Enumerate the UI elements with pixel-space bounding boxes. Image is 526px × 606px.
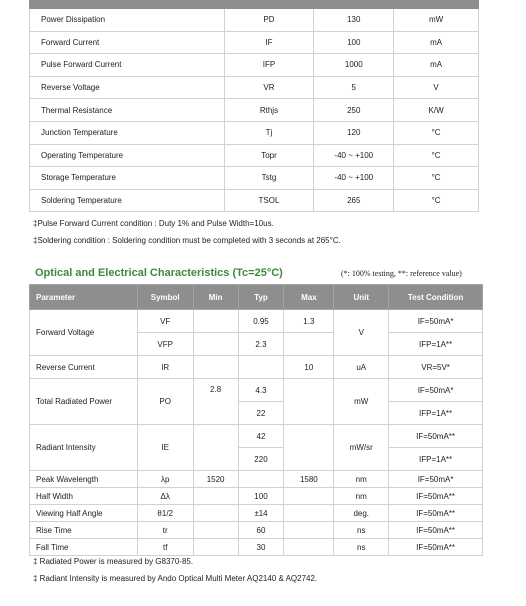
cell-typ: 60	[238, 522, 284, 539]
cell-value: 5	[314, 76, 394, 99]
cell-condition: IF=50mA**	[389, 488, 483, 505]
cell-unit: nm	[334, 471, 389, 488]
cell-unit: mA	[394, 31, 479, 54]
cell-unit: ns	[334, 522, 389, 539]
cell-parameter: Junction Temperature	[30, 121, 225, 144]
table-row	[30, 121, 479, 144]
table-row	[30, 505, 483, 522]
cell-typ: 0.95	[238, 310, 284, 333]
table-row	[30, 31, 479, 54]
cell-typ: 30	[238, 539, 284, 556]
cell-symbol: Topr	[224, 144, 314, 167]
cell-unit: mA	[394, 54, 479, 77]
cell-unit: nm	[334, 488, 389, 505]
param-viewing-half-angle: Viewing Half Angle	[30, 505, 138, 522]
table-header-strip	[30, 1, 479, 9]
col-header-symbol: Symbol	[137, 285, 193, 310]
cell-symbol: PD	[224, 9, 314, 32]
cell-condition: IF=50mA*	[389, 379, 483, 402]
cell-value: -40 ~ +100	[314, 144, 394, 167]
col-header-min: Min	[193, 285, 238, 310]
section-title: Optical and Electrical Characteristics (Tc=25°C)	[35, 267, 283, 279]
param-fall-time: Fall Time	[30, 539, 138, 556]
cell-max	[284, 505, 334, 522]
cell-min	[193, 356, 238, 379]
table-row	[30, 379, 483, 402]
cell-parameter: Pulse Forward Current	[30, 54, 225, 77]
cell-symbol: IFP	[224, 54, 314, 77]
cell-unit: V	[394, 76, 479, 99]
cell-symbol: λp	[137, 471, 193, 488]
cell-condition: IF=50mA*	[389, 310, 483, 333]
table-row	[30, 471, 483, 488]
cell-value: 250	[314, 99, 394, 122]
table-row	[30, 76, 479, 99]
cell-value: 1000	[314, 54, 394, 77]
cell-symbol: θ1/2	[137, 505, 193, 522]
cell-symbol: IR	[137, 356, 193, 379]
cell-unit: deg.	[334, 505, 389, 522]
cell-unit: °C	[394, 189, 479, 212]
cell-min	[193, 522, 238, 539]
col-header-parameter: Parameter	[30, 285, 138, 310]
cell-value: 100	[314, 31, 394, 54]
cell-max: 1580	[284, 471, 334, 488]
cell-typ	[238, 471, 284, 488]
optical-characteristics-table	[29, 284, 483, 556]
note-radiated-power: ‡ Radiated Power is measured by G8370-85.	[33, 557, 194, 566]
cell-min: 1520	[193, 471, 238, 488]
cell-symbol: IF	[224, 31, 314, 54]
param-radiant-intensity: Radiant Intensity	[30, 425, 138, 471]
cell-max	[284, 488, 334, 505]
cell-unit: °C	[394, 121, 479, 144]
note-soldering: ‡Soldering condition : Soldering condition must be completed with 3 seconds at 265°C.	[33, 236, 341, 245]
cell-symbol: VR	[224, 76, 314, 99]
table-row	[30, 488, 483, 505]
col-header-typ: Typ	[238, 285, 284, 310]
absolute-ratings-table	[29, 0, 479, 212]
section-note: (*: 100% testing, **: reference value)	[341, 269, 462, 278]
cell-max	[284, 333, 334, 356]
cell-symbol: TSOL	[224, 189, 314, 212]
cell-unit: °C	[394, 144, 479, 167]
cell-max	[284, 425, 334, 471]
cell-min	[193, 333, 238, 356]
table-row	[30, 167, 479, 190]
cell-max	[284, 379, 334, 425]
cell-unit: mW/sr	[334, 425, 389, 471]
cell-condition: VR=5V*	[389, 356, 483, 379]
col-header-unit: Unit	[334, 285, 389, 310]
cell-min: 2.8	[193, 379, 238, 425]
col-header-max: Max	[284, 285, 334, 310]
cell-unit: V	[334, 310, 389, 356]
cell-max: 1.3	[284, 310, 334, 333]
cell-typ: 220	[238, 448, 284, 471]
cell-symbol: Rthjs	[224, 99, 314, 122]
table-row	[30, 99, 479, 122]
cell-condition: IF=50mA**	[389, 425, 483, 448]
table-row	[30, 425, 483, 448]
cell-typ: 22	[238, 402, 284, 425]
table-row	[30, 539, 483, 556]
table-row	[30, 189, 479, 212]
table-row	[30, 356, 483, 379]
col-header-test-condition: Test Condition	[389, 285, 483, 310]
cell-parameter: Soldering Temperature	[30, 189, 225, 212]
cell-condition: IFP=1A**	[389, 402, 483, 425]
cell-unit: mW	[334, 379, 389, 425]
cell-symbol: Δλ	[137, 488, 193, 505]
cell-min	[193, 539, 238, 556]
cell-value: 265	[314, 189, 394, 212]
cell-condition: IF=50mA**	[389, 505, 483, 522]
cell-min	[193, 310, 238, 333]
cell-min	[193, 505, 238, 522]
param-reverse-current: Reverse Current	[30, 356, 138, 379]
table-header-row	[30, 285, 483, 310]
cell-max	[284, 522, 334, 539]
cell-parameter: Power Dissipation	[30, 9, 225, 32]
cell-value: -40 ~ +100	[314, 167, 394, 190]
cell-symbol: tf	[137, 539, 193, 556]
cell-condition: IF=50mA*	[389, 471, 483, 488]
cell-condition: IFP=1A**	[389, 333, 483, 356]
cell-parameter: Operating Temperature	[30, 144, 225, 167]
note-pulse-current: ‡Pulse Forward Current condition : Duty 1% and Pulse Width=10us.	[33, 219, 274, 228]
cell-unit: °C	[394, 167, 479, 190]
cell-symbol: IE	[137, 425, 193, 471]
cell-symbol: VF	[137, 310, 193, 333]
cell-condition: IF=50mA**	[389, 539, 483, 556]
cell-value: 130	[314, 9, 394, 32]
cell-typ: ±14	[238, 505, 284, 522]
table-row	[30, 54, 479, 77]
cell-parameter: Forward Current	[30, 31, 225, 54]
cell-typ: 42	[238, 425, 284, 448]
note-radiant-intensity: ‡ Radiant Intensity is measured by Ando Optical Multi Meter AQ2140 & AQ2742.	[33, 574, 318, 583]
cell-value: 120	[314, 121, 394, 144]
cell-unit: mW	[394, 9, 479, 32]
cell-symbol: Tstg	[224, 167, 314, 190]
table-row	[30, 310, 483, 333]
cell-parameter: Storage Temperature	[30, 167, 225, 190]
cell-condition: IF=50mA**	[389, 522, 483, 539]
cell-typ: 4.3	[238, 379, 284, 402]
cell-symbol: tr	[137, 522, 193, 539]
cell-max: 10	[284, 356, 334, 379]
cell-symbol: Tj	[224, 121, 314, 144]
cell-unit: K/W	[394, 99, 479, 122]
param-rise-time: Rise Time	[30, 522, 138, 539]
cell-typ: 2.3	[238, 333, 284, 356]
cell-unit: uA	[334, 356, 389, 379]
cell-unit: ns	[334, 539, 389, 556]
cell-parameter: Reverse Voltage	[30, 76, 225, 99]
param-total-radiated-power: Total Radiated Power	[30, 379, 138, 425]
cell-min	[193, 425, 238, 471]
table-row	[30, 9, 479, 32]
cell-parameter: Thermal Resistance	[30, 99, 225, 122]
cell-typ	[238, 356, 284, 379]
param-forward-voltage: Forward Voltage	[30, 310, 138, 356]
table-row	[30, 522, 483, 539]
cell-symbol: PO	[137, 379, 193, 425]
cell-max	[284, 539, 334, 556]
cell-typ: 100	[238, 488, 284, 505]
cell-condition: IFP=1A**	[389, 448, 483, 471]
cell-min	[193, 488, 238, 505]
param-half-width: Half Width	[30, 488, 138, 505]
table-row	[30, 144, 479, 167]
cell-symbol: VFP	[137, 333, 193, 356]
param-peak-wavelength: Peak Wavelength	[30, 471, 138, 488]
